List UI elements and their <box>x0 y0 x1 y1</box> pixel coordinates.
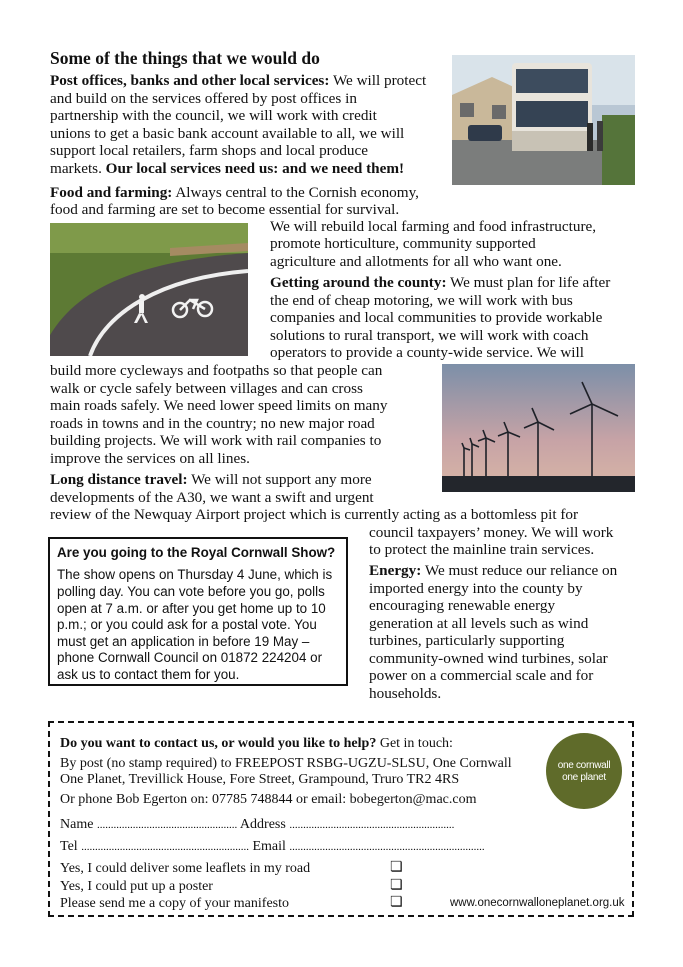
getting-around-line-8: main roads safely. We need lower speed limits on many <box>50 397 388 414</box>
long-distance-text: We will not support any more <box>191 471 372 488</box>
food-line-5: agriculture and allotments for all who want one. <box>270 253 562 270</box>
post-offices-line-3: partnership with the council, we will work with credit <box>50 107 377 124</box>
show-line-4: p.m.; or you could ask for a postal vote. You <box>57 617 317 632</box>
checkbox-send-manifesto[interactable]: ❏ <box>390 894 403 910</box>
website-url: www.onecornwalloneplanet.org.uk <box>450 897 625 909</box>
energy-line-4: generation at all levels such as wind <box>369 615 589 632</box>
long-distance-line-4: council taxpayers’ money. We will work <box>369 524 614 541</box>
local-services-slogan: Our local services need us: and we need them! <box>105 160 405 177</box>
contact-title-bold: Do you want to contact us, or would you like to help? <box>60 736 377 751</box>
getting-around-line-11: improve the services on all lines. <box>50 450 250 467</box>
show-line-5: must get an application in before 19 May – <box>57 634 310 649</box>
energy-line-2: imported energy into the county by <box>369 580 583 597</box>
post-offices-line-2: and build on the services offered by post offices in <box>50 90 357 107</box>
cycle-path-photo <box>50 223 248 356</box>
option-send-manifesto: Please send me a copy of your manifesto <box>60 896 289 911</box>
getting-around-line-1 <box>270 274 610 292</box>
name-label: Name <box>60 817 94 832</box>
post-offices-line-6 <box>50 160 404 178</box>
contact-phone-email: Or phone Bob Egerton on: 07785 748844 or email: bobegerton@mac.com <box>60 792 477 807</box>
royal-cornwall-show-box <box>48 537 348 686</box>
contact-title <box>60 735 453 753</box>
getting-around-line-6: build more cycleways and footpaths so that people can <box>50 362 383 379</box>
show-line-6: phone Cornwall Council on 01872 224204 or <box>57 650 323 665</box>
tel-email-row <box>60 838 485 857</box>
long-distance-line-5: to protect the mainline train services. <box>369 541 595 558</box>
getting-around-line-5: operators to provide a county-wide service. We will <box>270 344 584 361</box>
post-offices-line-4: unions to get a basic bank account available to all, we will <box>50 125 405 142</box>
email-field[interactable]: ....................................................................... <box>289 841 485 853</box>
getting-around-line-2: the end of cheap motoring, we will work with bus <box>270 292 573 309</box>
address-label: Address <box>239 817 286 832</box>
getting-around-line-10: building projects. We will work with rail companies to <box>50 432 382 449</box>
post-offices-line-5: support local retailers, farm shops and local produce <box>50 142 368 159</box>
post-offices-line-1 <box>50 72 426 90</box>
energy-line-5: turbines, particularly supporting <box>369 632 565 649</box>
show-title: Are you going to the Royal Cornwall Show? <box>57 545 336 560</box>
energy-line-6: community-owned wind turbines, solar <box>369 650 608 667</box>
option-deliver-leaflets: Yes, I could deliver some leaflets in my road <box>60 861 311 876</box>
energy-text: We must reduce our reliance on <box>424 562 618 579</box>
getting-around-line-9: roads in towns and in the country; no new major road <box>50 415 375 432</box>
energy-line-7: power on a commercial scale and for <box>369 667 594 684</box>
long-distance-heading: Long distance travel: <box>50 471 188 488</box>
long-distance-line-3: review of the Newquay Airport project which is currently acting as a bottomless pit for <box>50 506 579 523</box>
long-distance-line-2: developments of the A30, we want a swift and urgent <box>50 489 374 506</box>
getting-around-heading: Getting around the county: <box>270 274 447 291</box>
getting-around-line-7: walk or cycle safely between villages and can cross <box>50 380 363 397</box>
contact-post-line-1: By post (no stamp required) to FREEPOST RSBG-UGZU-SLSU, One Cornwall <box>60 756 512 771</box>
long-distance-line-1 <box>50 471 372 489</box>
page-heading: Some of the things that we would do <box>50 48 320 68</box>
show-line-3: open at 7 a.m. or after you get home up to 10 <box>57 601 326 616</box>
show-line-2: polling day. You can vote before you go, polls <box>57 584 325 599</box>
tel-label: Tel <box>60 839 78 854</box>
energy-heading: Energy: <box>369 562 422 579</box>
name-field[interactable]: ................................................... <box>96 819 238 831</box>
food-line-3: We will rebuild local farming and food infrastructure, <box>270 218 597 235</box>
checkbox-deliver-leaflets[interactable]: ❏ <box>390 859 403 875</box>
address-field[interactable]: ............................................................ <box>289 819 455 831</box>
markets-text: markets. <box>50 160 102 177</box>
email-label: Email <box>252 839 286 854</box>
food-text: Always central to the Cornish economy, <box>175 184 419 201</box>
contact-form <box>48 721 634 917</box>
food-line-4: promote horticulture, community supported <box>270 235 536 252</box>
energy-line-8: households. <box>369 685 442 702</box>
show-line-7: ask us to contact them for you. <box>57 667 240 682</box>
logo-text-line-2: one planet <box>562 772 606 783</box>
food-heading: Food and farming: <box>50 184 173 201</box>
tel-field[interactable]: ............................................................. <box>81 841 249 853</box>
food-line-2: food and farming are set to become essential for survival. <box>50 201 400 218</box>
getting-around-line-3: companies and local communities to provide workable <box>270 309 603 326</box>
contact-post-line-2: One Planet, Trevillick House, Fore Street, Grampound, Truro TR2 4RS <box>60 772 460 787</box>
wind-turbines-photo <box>442 364 635 492</box>
contact-title-plain: Get in touch: <box>379 736 453 751</box>
food-line-1 <box>50 184 419 202</box>
post-offices-heading: Post offices, banks and other local services: <box>50 72 330 89</box>
post-offices-text: We will protect <box>332 72 427 89</box>
option-put-up-poster: Yes, I could put up a poster <box>60 879 213 894</box>
getting-around-text: We must plan for life after <box>450 274 611 291</box>
energy-line-1 <box>369 562 617 580</box>
energy-line-3: encouraging renewable energy <box>369 597 556 614</box>
checkbox-put-up-poster[interactable]: ❏ <box>390 877 403 893</box>
logo-text-line-1: one cornwall <box>557 760 611 771</box>
show-line-1: The show opens on Thursday 4 June, which is <box>57 567 333 582</box>
getting-around-line-4: solutions to rural transport, we will work with coach <box>270 327 589 344</box>
bus-photo <box>452 55 635 185</box>
logo-badge <box>546 733 622 809</box>
name-address-row <box>60 816 454 835</box>
